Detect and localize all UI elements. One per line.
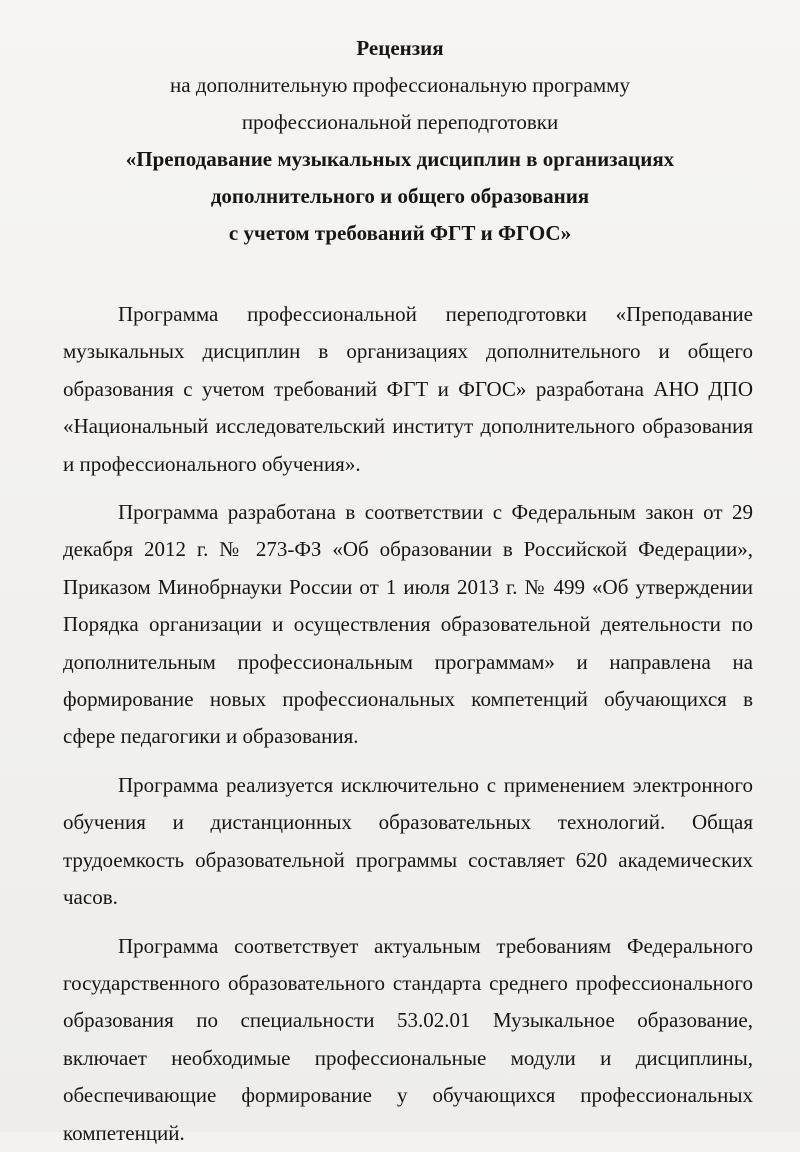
body-paragraph-1: Программа профессиональной переподготовки «Преподавание музыкальных дисциплин в организациях дополнительного и общего образования с учетом требований ФГТ и ФГОС» разработана АНО ДПО «Национальный исследовательский институт дополнительного образования и профессионального обучения». (63, 302, 753, 476)
program-title-line-3: с учетом требований ФГТ и ФГОС» (228, 221, 572, 245)
document-subtitle-line-2: профессиональной переподготовки (241, 110, 559, 134)
body-paragraph-4: Программа соответствует актуальным требованиям Федерального государственного образовательного стандарта среднего профессионального образования по специальности 53.02.01 Музыкальное образование, включает необходимые профессиональные модули и дисциплины, обеспечивающие формирование у обучающихся профессиональных компетенций. (63, 933, 753, 1145)
body-paragraph-2: Программа разработана в соответствии с Федеральным закон от 29 декабря 2012 г. № 273-ФЗ «Об образовании в Российской Федерации», Приказом Минобрнауки России от 1 июля 2013 г. № 499 «Об утверждении Порядка организации и осуществления образовательной деятельности по дополнительным профессиональным программам» и направлена на формирование новых профессиональных компетенций обучающихся в сфере педагогики и образования. (63, 500, 753, 749)
document-subtitle-line-1: на дополнительную профессиональную программу (170, 73, 630, 97)
document-header (0, 30, 800, 252)
program-title-line-1: «Преподавание музыкальных дисциплин в организациях (125, 147, 675, 171)
program-title-line-2: дополнительного и общего образования (210, 184, 590, 208)
document-title: Рецензия (356, 36, 444, 60)
body-paragraph-3: Программа реализуется исключительно с применением электронного обучения и дистанционных образовательных технологий. Общая трудоемкость образовательной программы составляет 620 академических часов. (63, 772, 753, 910)
document-body (63, 296, 753, 1152)
